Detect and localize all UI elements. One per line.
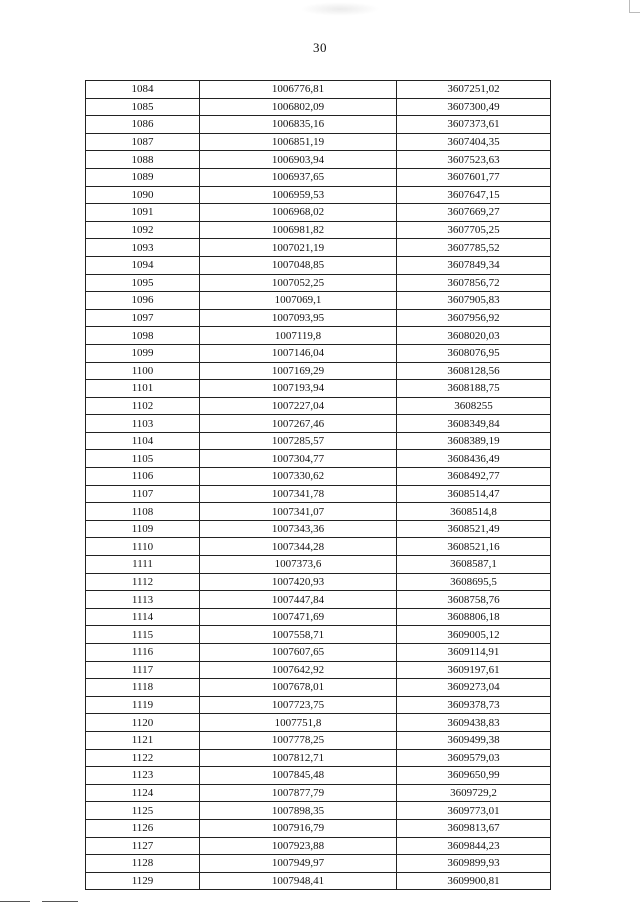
- y-coordinate-cell: 3607849,34: [397, 256, 551, 274]
- x-coordinate-cell: 1007877,79: [200, 784, 397, 802]
- table-row: [86, 468, 551, 486]
- x-coordinate-cell: 1006937,65: [200, 168, 397, 186]
- point-number-cell: 1099: [86, 344, 200, 362]
- y-coordinate-cell: 3607647,15: [397, 186, 551, 204]
- scan-corner-mark: [629, 0, 640, 13]
- point-number-cell: 1110: [86, 538, 200, 556]
- x-coordinate-cell: 1007558,71: [200, 626, 397, 644]
- y-coordinate-cell: 3608188,75: [397, 380, 551, 398]
- table-row: [86, 450, 551, 468]
- point-number-cell: 1111: [86, 556, 200, 574]
- x-coordinate-cell: 1007021,19: [200, 239, 397, 257]
- y-coordinate-cell: 3607373,61: [397, 116, 551, 134]
- point-number-cell: 1104: [86, 432, 200, 450]
- x-coordinate-cell: 1007304,77: [200, 450, 397, 468]
- point-number-cell: 1101: [86, 380, 200, 398]
- table-row: [86, 626, 551, 644]
- table-row: [86, 503, 551, 521]
- point-number-cell: 1100: [86, 362, 200, 380]
- y-coordinate-cell: 3608514,8: [397, 503, 551, 521]
- y-coordinate-cell: 3609899,93: [397, 855, 551, 873]
- x-coordinate-cell: 1007052,25: [200, 274, 397, 292]
- point-number-cell: 1128: [86, 855, 200, 873]
- y-coordinate-cell: 3609438,83: [397, 714, 551, 732]
- x-coordinate-cell: 1007344,28: [200, 538, 397, 556]
- y-coordinate-cell: 3609579,03: [397, 749, 551, 767]
- point-number-cell: 1125: [86, 802, 200, 820]
- y-coordinate-cell: 3609114,91: [397, 644, 551, 662]
- x-coordinate-cell: 1006968,02: [200, 204, 397, 222]
- point-number-cell: 1095: [86, 274, 200, 292]
- x-coordinate-cell: 1007420,93: [200, 573, 397, 591]
- x-coordinate-cell: 1007751,8: [200, 714, 397, 732]
- point-number-cell: 1118: [86, 679, 200, 697]
- table-row: [86, 872, 551, 890]
- table-row: [86, 520, 551, 538]
- table-row: [86, 837, 551, 855]
- y-coordinate-cell: 3607251,02: [397, 81, 551, 99]
- y-coordinate-cell: 3608806,18: [397, 608, 551, 626]
- table-row: [86, 362, 551, 380]
- table-row: [86, 767, 551, 785]
- x-coordinate-cell: 1007343,36: [200, 520, 397, 538]
- x-coordinate-cell: 1007471,69: [200, 608, 397, 626]
- table-row: [86, 116, 551, 134]
- x-coordinate-cell: 1006903,94: [200, 151, 397, 169]
- y-coordinate-cell: 3607404,35: [397, 133, 551, 151]
- x-coordinate-cell: 1007778,25: [200, 731, 397, 749]
- x-coordinate-cell: 1007146,04: [200, 344, 397, 362]
- point-number-cell: 1112: [86, 573, 200, 591]
- table-row: [86, 731, 551, 749]
- scan-smudge: [300, 2, 380, 16]
- x-coordinate-cell: 1007949,97: [200, 855, 397, 873]
- y-coordinate-cell: 3607905,83: [397, 292, 551, 310]
- point-number-cell: 1092: [86, 221, 200, 239]
- x-coordinate-cell: 1007373,6: [200, 556, 397, 574]
- point-number-cell: 1089: [86, 168, 200, 186]
- x-coordinate-cell: 1007193,94: [200, 380, 397, 398]
- y-coordinate-cell: 3607601,77: [397, 168, 551, 186]
- y-coordinate-cell: 3609273,04: [397, 679, 551, 697]
- table-row: [86, 309, 551, 327]
- y-coordinate-cell: 3607523,63: [397, 151, 551, 169]
- x-coordinate-cell: 1007812,71: [200, 749, 397, 767]
- table-row: [86, 679, 551, 697]
- x-coordinate-cell: 1006981,82: [200, 221, 397, 239]
- x-coordinate-cell: 1006802,09: [200, 98, 397, 116]
- table-row: [86, 591, 551, 609]
- point-number-cell: 1091: [86, 204, 200, 222]
- y-coordinate-cell: 3608255: [397, 397, 551, 415]
- y-coordinate-cell: 3608758,76: [397, 591, 551, 609]
- x-coordinate-cell: 1007093,95: [200, 309, 397, 327]
- y-coordinate-cell: 3608389,19: [397, 432, 551, 450]
- x-coordinate-cell: 1006835,16: [200, 116, 397, 134]
- x-coordinate-cell: 1006776,81: [200, 81, 397, 99]
- y-coordinate-cell: 3608349,84: [397, 415, 551, 433]
- point-number-cell: 1096: [86, 292, 200, 310]
- point-number-cell: 1114: [86, 608, 200, 626]
- table-row: [86, 327, 551, 345]
- y-coordinate-cell: 3609844,23: [397, 837, 551, 855]
- x-coordinate-cell: 1007169,29: [200, 362, 397, 380]
- point-number-cell: 1124: [86, 784, 200, 802]
- point-number-cell: 1109: [86, 520, 200, 538]
- point-number-cell: 1122: [86, 749, 200, 767]
- table-row: [86, 538, 551, 556]
- table-row: [86, 274, 551, 292]
- table-row: [86, 168, 551, 186]
- x-coordinate-cell: 1007267,46: [200, 415, 397, 433]
- table-row: [86, 802, 551, 820]
- x-coordinate-cell: 1007330,62: [200, 468, 397, 486]
- x-coordinate-cell: 1006959,53: [200, 186, 397, 204]
- table-row: [86, 186, 551, 204]
- table-row: [86, 661, 551, 679]
- y-coordinate-cell: 3607785,52: [397, 239, 551, 257]
- y-coordinate-cell: 3608076,95: [397, 344, 551, 362]
- y-coordinate-cell: 3609005,12: [397, 626, 551, 644]
- point-number-cell: 1086: [86, 116, 200, 134]
- table-row: [86, 714, 551, 732]
- table-row: [86, 344, 551, 362]
- x-coordinate-cell: 1007678,01: [200, 679, 397, 697]
- y-coordinate-cell: 3608521,16: [397, 538, 551, 556]
- table-row: [86, 151, 551, 169]
- x-coordinate-cell: 1007607,65: [200, 644, 397, 662]
- table-row: [86, 855, 551, 873]
- table-row: [86, 133, 551, 151]
- x-coordinate-cell: 1007447,84: [200, 591, 397, 609]
- y-coordinate-cell: 3607856,72: [397, 274, 551, 292]
- y-coordinate-cell: 3608020,03: [397, 327, 551, 345]
- table-row: [86, 239, 551, 257]
- x-coordinate-cell: 1007923,88: [200, 837, 397, 855]
- y-coordinate-cell: 3608514,47: [397, 485, 551, 503]
- scan-edge-mark: [0, 901, 30, 902]
- point-number-cell: 1103: [86, 415, 200, 433]
- y-coordinate-cell: 3608695,5: [397, 573, 551, 591]
- y-coordinate-cell: 3609773,01: [397, 802, 551, 820]
- y-coordinate-cell: 3608492,77: [397, 468, 551, 486]
- table-row: [86, 432, 551, 450]
- y-coordinate-cell: 3609729,2: [397, 784, 551, 802]
- coordinates-table-body: [86, 81, 551, 890]
- table-row: [86, 415, 551, 433]
- point-number-cell: 1116: [86, 644, 200, 662]
- coordinates-table: [85, 80, 551, 890]
- scan-edge-mark: [42, 901, 78, 902]
- y-coordinate-cell: 3608436,49: [397, 450, 551, 468]
- table-row: [86, 397, 551, 415]
- y-coordinate-cell: 3608587,1: [397, 556, 551, 574]
- point-number-cell: 1088: [86, 151, 200, 169]
- table-row: [86, 204, 551, 222]
- x-coordinate-cell: 1007285,57: [200, 432, 397, 450]
- x-coordinate-cell: 1007048,85: [200, 256, 397, 274]
- table-row: [86, 380, 551, 398]
- table-row: [86, 256, 551, 274]
- point-number-cell: 1085: [86, 98, 200, 116]
- table-row: [86, 556, 551, 574]
- table-row: [86, 608, 551, 626]
- point-number-cell: 1106: [86, 468, 200, 486]
- point-number-cell: 1102: [86, 397, 200, 415]
- point-number-cell: 1123: [86, 767, 200, 785]
- x-coordinate-cell: 1007898,35: [200, 802, 397, 820]
- x-coordinate-cell: 1007845,48: [200, 767, 397, 785]
- x-coordinate-cell: 1007069,1: [200, 292, 397, 310]
- x-coordinate-cell: 1007119,8: [200, 327, 397, 345]
- table-row: [86, 221, 551, 239]
- y-coordinate-cell: 3607669,27: [397, 204, 551, 222]
- table-row: [86, 292, 551, 310]
- y-coordinate-cell: 3608128,56: [397, 362, 551, 380]
- y-coordinate-cell: 3609499,38: [397, 731, 551, 749]
- x-coordinate-cell: 1007642,92: [200, 661, 397, 679]
- y-coordinate-cell: 3607300,49: [397, 98, 551, 116]
- table-row: [86, 98, 551, 116]
- y-coordinate-cell: 3609900,81: [397, 872, 551, 890]
- point-number-cell: 1097: [86, 309, 200, 327]
- point-number-cell: 1090: [86, 186, 200, 204]
- y-coordinate-cell: 3609378,73: [397, 696, 551, 714]
- x-coordinate-cell: 1007723,75: [200, 696, 397, 714]
- x-coordinate-cell: 1007341,07: [200, 503, 397, 521]
- page-number: 30: [313, 40, 327, 55]
- y-coordinate-cell: 3609197,61: [397, 661, 551, 679]
- table-row: [86, 819, 551, 837]
- y-coordinate-cell: 3607705,25: [397, 221, 551, 239]
- x-coordinate-cell: 1006851,19: [200, 133, 397, 151]
- point-number-cell: 1120: [86, 714, 200, 732]
- table-row: [86, 81, 551, 99]
- y-coordinate-cell: 3609650,99: [397, 767, 551, 785]
- point-number-cell: 1121: [86, 731, 200, 749]
- point-number-cell: 1107: [86, 485, 200, 503]
- point-number-cell: 1098: [86, 327, 200, 345]
- table-row: [86, 485, 551, 503]
- table-row: [86, 573, 551, 591]
- point-number-cell: 1127: [86, 837, 200, 855]
- table-row: [86, 696, 551, 714]
- x-coordinate-cell: 1007916,79: [200, 819, 397, 837]
- table-row: [86, 644, 551, 662]
- point-number-cell: 1119: [86, 696, 200, 714]
- point-number-cell: 1113: [86, 591, 200, 609]
- point-number-cell: 1126: [86, 819, 200, 837]
- point-number-cell: 1093: [86, 239, 200, 257]
- point-number-cell: 1129: [86, 872, 200, 890]
- x-coordinate-cell: 1007341,78: [200, 485, 397, 503]
- point-number-cell: 1094: [86, 256, 200, 274]
- y-coordinate-cell: 3609813,67: [397, 819, 551, 837]
- point-number-cell: 1115: [86, 626, 200, 644]
- table-row: [86, 784, 551, 802]
- x-coordinate-cell: 1007227,04: [200, 397, 397, 415]
- point-number-cell: 1087: [86, 133, 200, 151]
- point-number-cell: 1108: [86, 503, 200, 521]
- y-coordinate-cell: 3608521,49: [397, 520, 551, 538]
- table-row: [86, 749, 551, 767]
- point-number-cell: 1105: [86, 450, 200, 468]
- x-coordinate-cell: 1007948,41: [200, 872, 397, 890]
- y-coordinate-cell: 3607956,92: [397, 309, 551, 327]
- point-number-cell: 1084: [86, 81, 200, 99]
- point-number-cell: 1117: [86, 661, 200, 679]
